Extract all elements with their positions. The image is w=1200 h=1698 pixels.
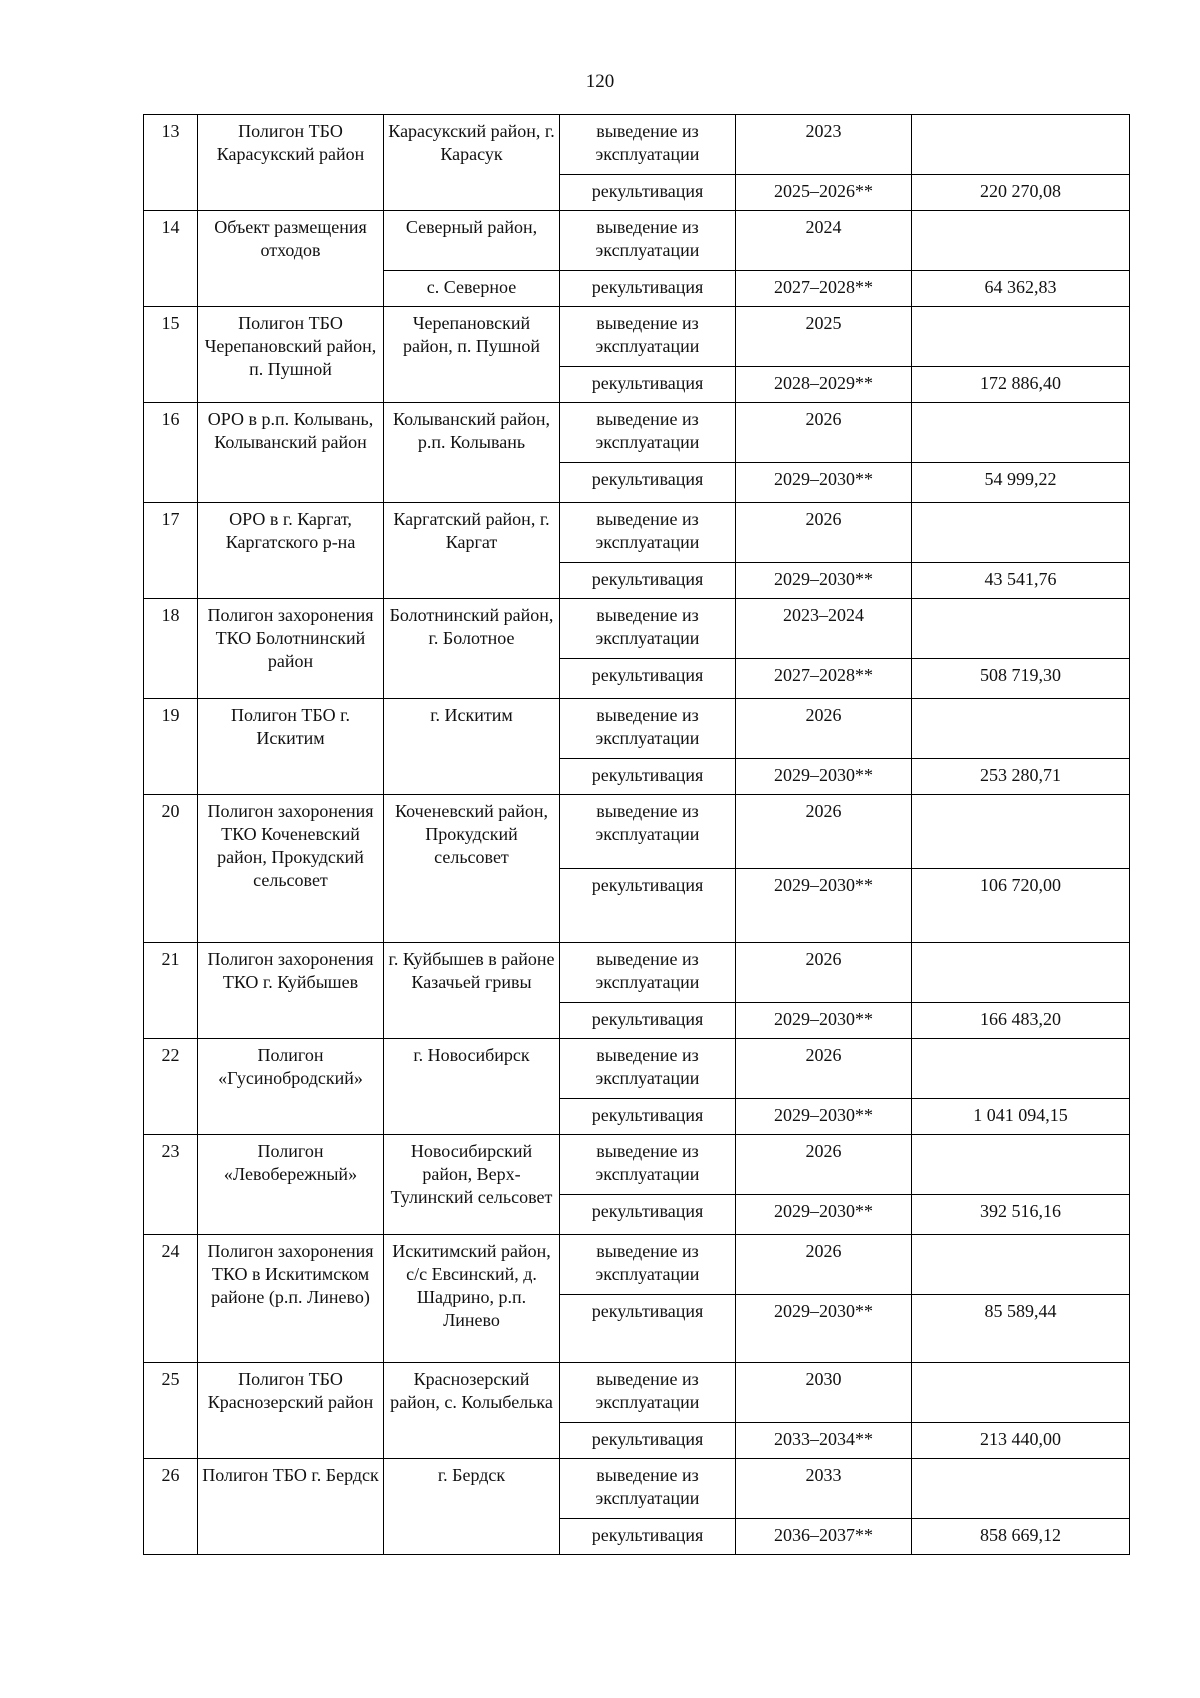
action-recultivation: рекультивация [560, 271, 736, 307]
object-name: Полигон захоронения ТКО г. Куйбышев [198, 943, 384, 1039]
recultivation-cost: 253 280,71 [912, 759, 1130, 795]
action-decommission: выведение из эксплуатации [560, 943, 736, 1003]
recultivation-years: 2028–2029** [736, 367, 912, 403]
decommission-year: 2024 [736, 211, 912, 271]
object-location: г. Новосибирск [384, 1039, 560, 1135]
decommission-year: 2033 [736, 1459, 912, 1519]
page-number: 120 [585, 71, 615, 92]
action-decommission: выведение из эксплуатации [560, 699, 736, 759]
action-recultivation: рекультивация [560, 175, 736, 211]
object-location: Краснозерский район, с. Колыбелька [384, 1363, 560, 1459]
recultivation-cost: 213 440,00 [912, 1423, 1130, 1459]
table-row [144, 1363, 1130, 1423]
action-recultivation: рекультивация [560, 1519, 736, 1555]
table-row [144, 795, 1130, 869]
recultivation-cost: 392 516,16 [912, 1195, 1130, 1235]
decommission-cost [912, 1235, 1130, 1295]
decommission-cost [912, 699, 1130, 759]
recultivation-cost: 43 541,76 [912, 563, 1130, 599]
recultivation-years: 2033–2034** [736, 1423, 912, 1459]
object-location: Черепановский район, п. Пушной [384, 307, 560, 403]
recultivation-cost: 64 362,83 [912, 271, 1130, 307]
decommission-year: 2026 [736, 503, 912, 563]
table-row [144, 1459, 1130, 1519]
row-number: 13 [144, 115, 198, 211]
recultivation-cost: 220 270,08 [912, 175, 1130, 211]
action-decommission: выведение из эксплуатации [560, 599, 736, 659]
object-location: Коченевский район, Прокудский сельсовет [384, 795, 560, 943]
object-name: Полигон ТБО г. Бердск [198, 1459, 384, 1555]
object-name: Полигон захоронения ТКО в Искитимском районе (р.п. Линево) [198, 1235, 384, 1363]
action-recultivation: рекультивация [560, 1295, 736, 1363]
object-location: Искитимский район, с/с Евсинский, д. Шадрино, р.п. Линево [384, 1235, 560, 1363]
row-number: 14 [144, 211, 198, 307]
recultivation-years: 2036–2037** [736, 1519, 912, 1555]
decommission-cost [912, 943, 1130, 1003]
table-row [144, 211, 1130, 271]
decommission-cost [912, 1135, 1130, 1195]
action-recultivation: рекультивация [560, 563, 736, 599]
action-decommission: выведение из эксплуатации [560, 795, 736, 869]
decommission-year: 2026 [736, 699, 912, 759]
decommission-cost [912, 1459, 1130, 1519]
table-row [144, 1235, 1130, 1295]
object-location: г. Бердск [384, 1459, 560, 1555]
object-location: Болотнинский район, г. Болотное [384, 599, 560, 699]
action-decommission: выведение из эксплуатации [560, 115, 736, 175]
object-name: ОРО в г. Каргат, Каргатского р-на [198, 503, 384, 599]
table-row [144, 699, 1130, 759]
decommission-cost [912, 1363, 1130, 1423]
action-decommission: выведение из эксплуатации [560, 1459, 736, 1519]
table-row [144, 1135, 1130, 1195]
decommission-year: 2026 [736, 795, 912, 869]
row-number: 19 [144, 699, 198, 795]
decommission-year: 2025 [736, 307, 912, 367]
object-location: г. Куйбышев в районе Казачьей гривы [384, 943, 560, 1039]
action-recultivation: рекультивация [560, 659, 736, 699]
action-decommission: выведение из эксплуатации [560, 1235, 736, 1295]
decommission-cost [912, 211, 1130, 271]
action-decommission: выведение из эксплуатации [560, 1363, 736, 1423]
recultivation-cost: 85 589,44 [912, 1295, 1130, 1363]
row-number: 20 [144, 795, 198, 943]
object-name: Полигон «Гусинобродский» [198, 1039, 384, 1135]
action-recultivation: рекультивация [560, 1195, 736, 1235]
recultivation-years: 2029–2030** [736, 1295, 912, 1363]
object-name: Полигон ТБО Черепановский район, п. Пушной [198, 307, 384, 403]
row-number: 21 [144, 943, 198, 1039]
row-number: 17 [144, 503, 198, 599]
recultivation-years: 2029–2030** [736, 1099, 912, 1135]
object-location: Карасукский район, г. Карасук [384, 115, 560, 211]
recultivation-years: 2027–2028** [736, 271, 912, 307]
table-row [144, 943, 1130, 1003]
object-location-settlement: с. Северное [384, 271, 560, 307]
decommission-year: 2023 [736, 115, 912, 175]
recultivation-cost: 54 999,22 [912, 463, 1130, 503]
action-decommission: выведение из эксплуатации [560, 211, 736, 271]
object-location: г. Искитим [384, 699, 560, 795]
decommission-cost [912, 115, 1130, 175]
row-number: 26 [144, 1459, 198, 1555]
recultivation-years: 2029–2030** [736, 869, 912, 943]
decommission-year: 2026 [736, 943, 912, 1003]
recultivation-years: 2029–2030** [736, 759, 912, 795]
recultivation-cost: 508 719,30 [912, 659, 1130, 699]
row-number: 23 [144, 1135, 198, 1235]
table-row [144, 307, 1130, 367]
action-recultivation: рекультивация [560, 1003, 736, 1039]
decommission-cost [912, 599, 1130, 659]
recultivation-cost: 172 886,40 [912, 367, 1130, 403]
action-recultivation: рекультивация [560, 759, 736, 795]
recultivation-years: 2025–2026** [736, 175, 912, 211]
row-number: 15 [144, 307, 198, 403]
decommission-cost [912, 503, 1130, 563]
object-location: Каргатский район, г. Каргат [384, 503, 560, 599]
decommission-year: 2030 [736, 1363, 912, 1423]
action-recultivation: рекультивация [560, 463, 736, 503]
recultivation-years: 2029–2030** [736, 1003, 912, 1039]
object-name: Полигон «Левобережный» [198, 1135, 384, 1235]
decommission-cost [912, 403, 1130, 463]
table-row [144, 503, 1130, 563]
object-name: ОРО в р.п. Колывань, Колыванский район [198, 403, 384, 503]
action-decommission: выведение из эксплуатации [560, 403, 736, 463]
row-number: 24 [144, 1235, 198, 1363]
recultivation-years: 2027–2028** [736, 659, 912, 699]
recultivation-years: 2029–2030** [736, 1195, 912, 1235]
object-location: Новосибирский район, Верх-Тулинский сельсовет [384, 1135, 560, 1235]
decommission-year: 2026 [736, 1039, 912, 1099]
decommission-cost [912, 307, 1130, 367]
recultivation-cost: 106 720,00 [912, 869, 1130, 943]
row-number: 18 [144, 599, 198, 699]
object-name: Полигон захоронения ТКО Болотнинский район [198, 599, 384, 699]
decommission-year: 2026 [736, 403, 912, 463]
row-number: 22 [144, 1039, 198, 1135]
decommission-year: 2026 [736, 1135, 912, 1195]
recultivation-cost: 166 483,20 [912, 1003, 1130, 1039]
recultivation-cost: 1 041 094,15 [912, 1099, 1130, 1135]
action-decommission: выведение из эксплуатации [560, 307, 736, 367]
recultivation-cost: 858 669,12 [912, 1519, 1130, 1555]
object-name: Полигон ТБО Карасукский район [198, 115, 384, 211]
action-decommission: выведение из эксплуатации [560, 1039, 736, 1099]
decommission-cost [912, 795, 1130, 869]
action-recultivation: рекультивация [560, 1099, 736, 1135]
object-name: Полигон захоронения ТКО Коченевский район, Прокудский сельсовет [198, 795, 384, 943]
row-number: 25 [144, 1363, 198, 1459]
table-row [144, 403, 1130, 463]
recultivation-years: 2029–2030** [736, 463, 912, 503]
decommission-cost [912, 1039, 1130, 1099]
object-location: Колыванский район, р.п. Колывань [384, 403, 560, 503]
object-name: Объект размещения отходов [198, 211, 384, 307]
action-recultivation: рекультивация [560, 367, 736, 403]
object-name: Полигон ТБО Краснозерский район [198, 1363, 384, 1459]
table-body [144, 115, 1130, 1555]
table-row [144, 599, 1130, 659]
action-recultivation: рекультивация [560, 1423, 736, 1459]
object-location: Северный район, [384, 211, 560, 271]
action-decommission: выведение из эксплуатации [560, 1135, 736, 1195]
object-name: Полигон ТБО г. Искитим [198, 699, 384, 795]
landfill-table [143, 114, 1130, 1555]
table-row [144, 1039, 1130, 1099]
decommission-year: 2026 [736, 1235, 912, 1295]
row-number: 16 [144, 403, 198, 503]
action-decommission: выведение из эксплуатации [560, 503, 736, 563]
action-recultivation: рекультивация [560, 869, 736, 943]
table-row [144, 115, 1130, 175]
recultivation-years: 2029–2030** [736, 563, 912, 599]
decommission-year: 2023–2024 [736, 599, 912, 659]
